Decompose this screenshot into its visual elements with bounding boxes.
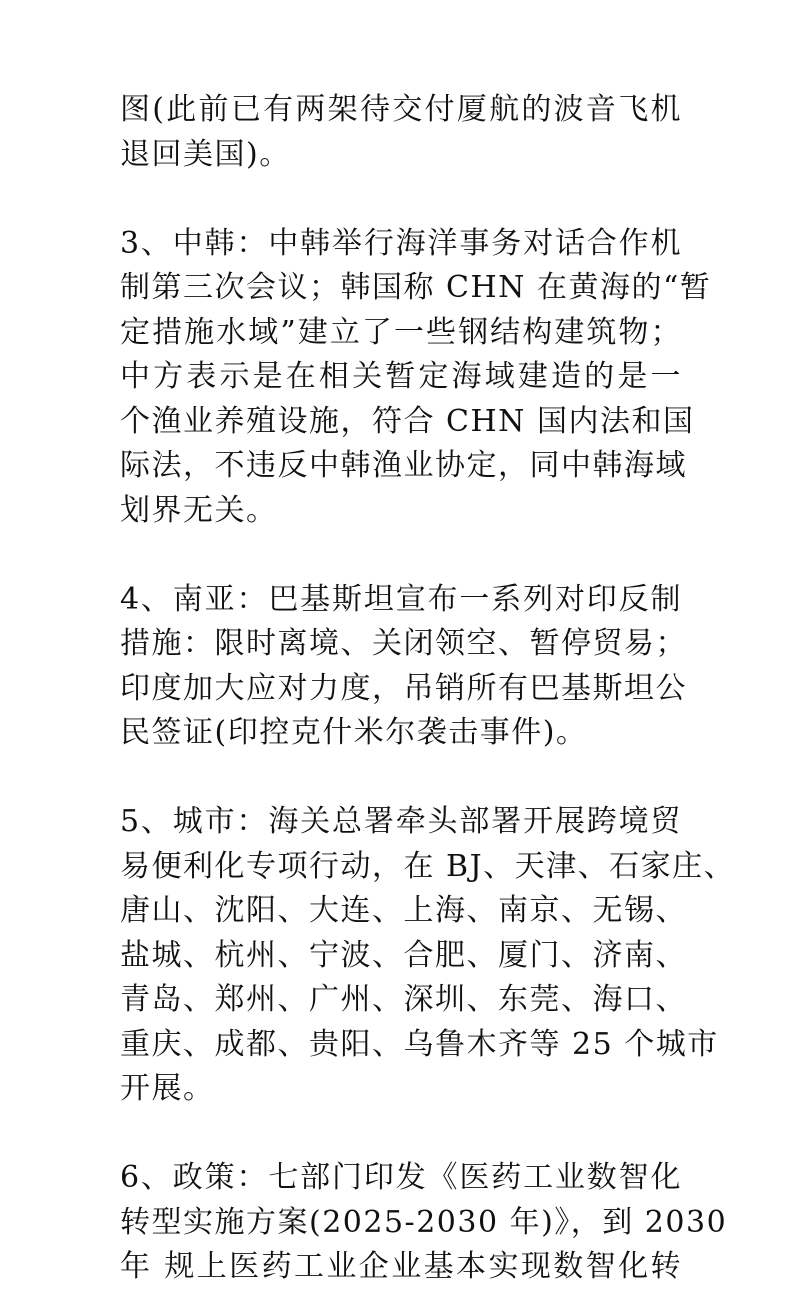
text-line: 民签证(印控克什米尔袭击事件)。 xyxy=(120,715,588,750)
text-line: 中方表示是在相关暂定海域建造的是一 xyxy=(120,359,682,394)
text-line: 际法，不违反中韩渔业协定，同中韩海域 xyxy=(120,448,687,483)
text-line: 青岛、郑州、广州、深圳、东莞、海口、 xyxy=(120,982,687,1017)
text-line: 3、中韩：中韩举行海洋事务对话合作机 xyxy=(120,225,682,261)
text-line: 4、南亚：巴基斯坦宣布一系列对印反制 xyxy=(120,581,682,617)
text-line: 措施：限时离境、关闭领空、暂停贸易； xyxy=(120,626,687,661)
document-body xyxy=(120,88,736,1290)
text-line: 退回美国)。 xyxy=(120,136,291,172)
paragraph-aircraft-return xyxy=(120,88,682,177)
paragraph-south-asia xyxy=(120,578,687,756)
text-line: 唐山、沈阳、大连、上海、南京、无锡、 xyxy=(120,893,687,928)
paragraph-policy xyxy=(120,1156,728,1290)
text-line: 图(此前已有两架待交付厦航的波音飞机 xyxy=(120,92,682,127)
paragraph-china-korea xyxy=(120,222,712,534)
text-line: 制第三次会议；韩国称 CHN 在黄海的“暂 xyxy=(120,270,712,305)
text-line: 转型实施方案(2025-2030 年)》，到 2030 xyxy=(120,1204,728,1240)
text-line: 个渔业养殖设施，符合 CHN 国内法和国 xyxy=(120,403,695,439)
text-line: 盐城、杭州、宁波、合肥、厦门、济南、 xyxy=(120,937,687,973)
text-line: 印度加大应对力度，吊销所有巴基斯坦公 xyxy=(120,670,687,706)
text-line: 年 规上医药工业企业基本实现数智化转 xyxy=(120,1249,682,1284)
paragraph-cities xyxy=(120,800,736,1112)
text-line: 开展。 xyxy=(120,1071,215,1106)
text-line: 重庆、成都、贵阳、乌鲁木齐等 25 个城市 xyxy=(120,1026,719,1062)
text-line: 定措施水域”建立了一些钢结构建筑物； xyxy=(120,314,682,350)
text-line: 划界无关。 xyxy=(120,492,278,528)
text-line: 易便利化专项行动，在 BJ、天津、石家庄、 xyxy=(120,848,736,884)
text-line: 6、政策：七部门印发《医药工业数智化 xyxy=(120,1160,682,1195)
text-line: 5、城市：海关总署牵头部署开展跨境贸 xyxy=(120,804,682,839)
